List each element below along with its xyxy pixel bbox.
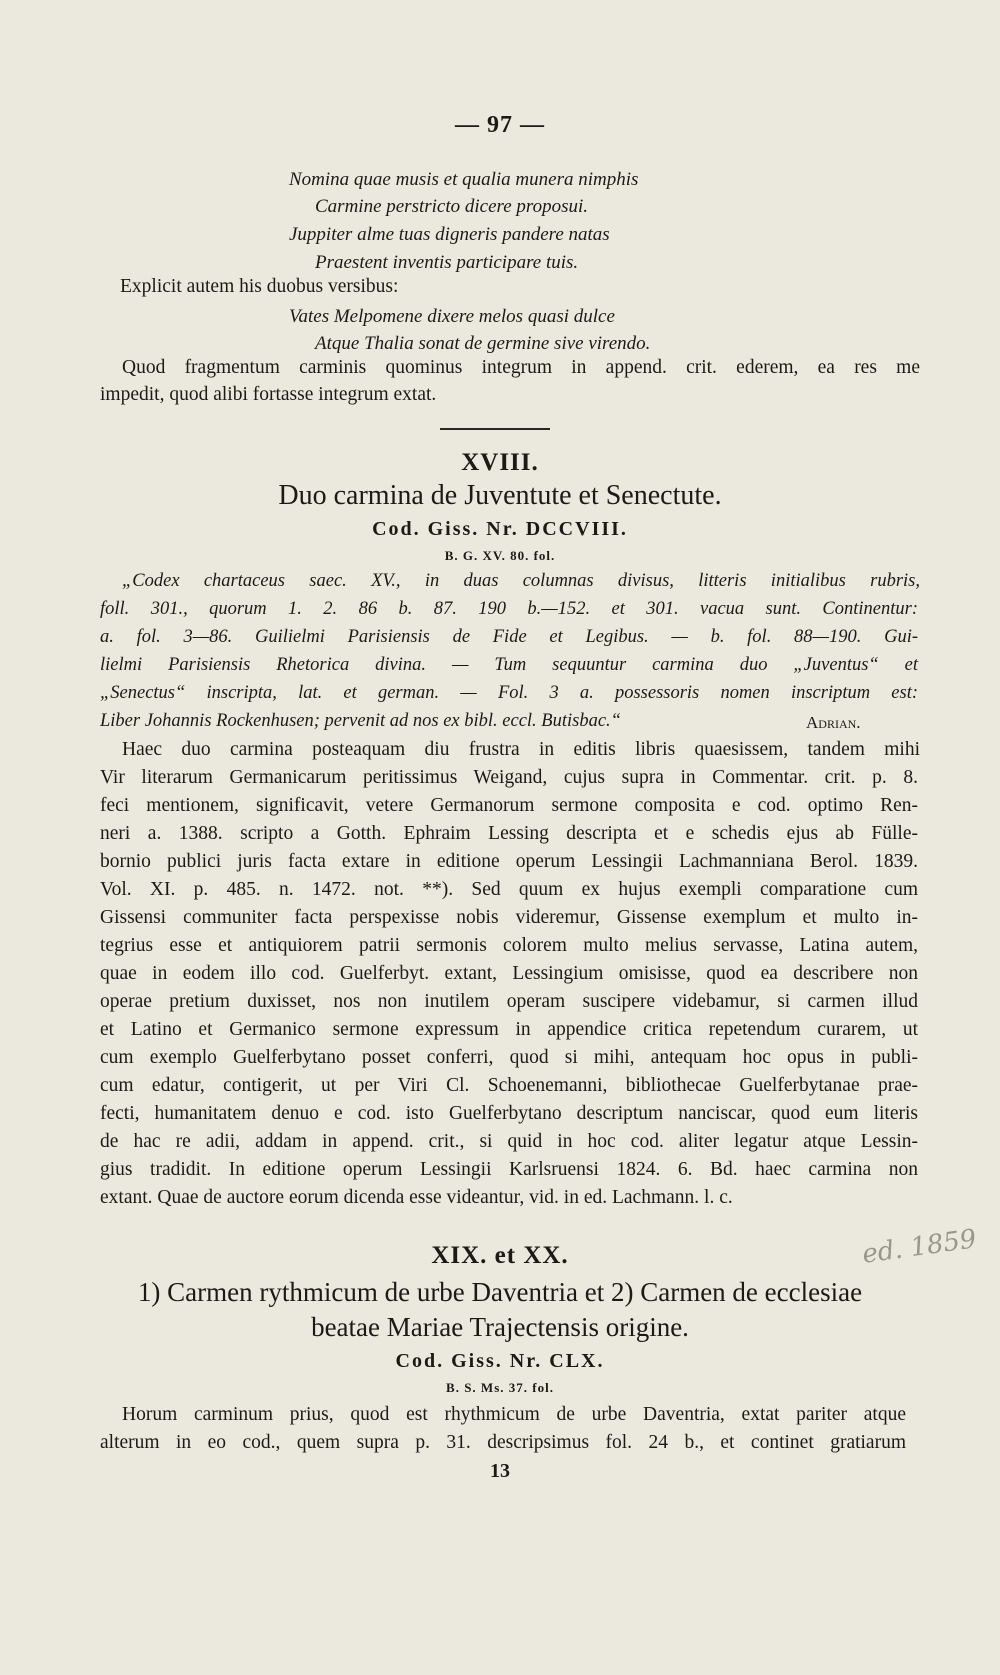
paragraph-line: Gissensi communiter facta perspexisse nobis videremur, Gissense exemplum et multo in-	[100, 907, 918, 928]
codex-description-line: Liber Johannis Rockenhusen; pervenit ad nos ex bibl. eccl. Butisbac.“	[100, 711, 621, 731]
section-numeral: XIX. et XX.	[431, 1242, 569, 1269]
paragraph-line: Vir literarum Germanicarum peritissimus Weigand, cujus supra in Commentar. crit. p. 8.	[100, 767, 918, 788]
codex-description-line: „Senectus“ inscripta, lat. et german. — Fol. 3 a. possessoris nomen inscriptum est:	[100, 683, 918, 703]
verse-line: Nomina quae musis et qualia munera nimphis	[289, 169, 639, 190]
paragraph-line: impedit, quod alibi fortasse integrum extat.	[100, 384, 437, 405]
paragraph-line: cum exemplo Guelferbytano posset conferri, quod si mihi, antequam hoc opus in publi-	[100, 1047, 918, 1068]
verse-line: Atque Thalia sonat de germine sive virendo.	[315, 333, 651, 354]
shelf-mark: B. G. XV. 80. fol.	[444, 548, 556, 563]
codex-reference: Cod. Giss. Nr. DCCVIII.	[372, 518, 628, 540]
verse-line: Vates Melpomene dixere melos quasi dulce	[289, 306, 615, 327]
signature-mark: 13	[490, 1460, 510, 1482]
paragraph-line: quae in eodem illo cod. Guelferbyt. extant, Lessingium omisisse, quod ea describere non	[100, 963, 918, 984]
paragraph-line: operae pretium duxisset, nos non inutilem operam suscipere videbamur, si carmen illud	[100, 991, 918, 1012]
codex-description-line: „Codex chartaceus saec. XV., in duas columnas divisus, litteris initialibus rubris,	[122, 571, 920, 591]
paragraph-line: extant. Quae de auctore eorum dicenda esse videantur, vid. in ed. Lachmann. l. c.	[100, 1187, 733, 1208]
codex-author: Adrian.	[806, 713, 861, 732]
paragraph-line: de hac re adii, addam in append. crit., si quid in hoc cod. aliter legatur atque Lessin-	[100, 1131, 918, 1152]
paragraph-line: cum edatur, contigerit, ut per Viri Cl. Schoenemanni, bibliothecae Guelferbytanae prae-	[100, 1075, 918, 1096]
pencil-annotation: ed. 1859	[860, 1224, 979, 1270]
verse-line: Praestent inventis participare tuis.	[315, 252, 579, 273]
codex-description-line: lielmi Parisiensis Rhetorica divina. — Tum sequuntur carmina duo „Juventus“ et	[100, 655, 918, 675]
paragraph-line: tegrius esse et antiquiorem patrii sermonis colorem multo melius servasse, Latina autem,	[100, 935, 918, 956]
paragraph-line: fecti, humanitatem denuo e cod. isto Guelferbytano descriptum nanciscar, quod eum literis	[100, 1103, 918, 1124]
codex-reference: Cod. Giss. Nr. CLX.	[395, 1350, 605, 1372]
paragraph-line: feci mentionem, significavit, vetere Germanorum sermone composita e cod. optimo Ren-	[100, 795, 918, 816]
paragraph-line: Vol. XI. p. 485. n. 1472. not. **). Sed quum ex hujus exempli comparatione cum	[100, 879, 918, 900]
paragraph-line: neri a. 1388. scripto a Gotth. Ephraim Lessing descripta et e schedis ejus ab Fülle-	[100, 823, 918, 844]
paragraph-line: Horum carminum prius, quod est rhythmicum de urbe Daventria, extat pariter atque	[122, 1404, 906, 1425]
section-title: Duo carmina de Juventute et Senectute.	[278, 480, 722, 511]
verse-line: Juppiter alme tuas digneris pandere natas	[289, 224, 610, 245]
paragraph-line: gius tradidit. In editione operum Lessingii Karlsruensi 1824. 6. Bd. haec carmina non	[100, 1159, 918, 1180]
paragraph-line: alterum in eo cod., quem supra p. 31. descripsimus fol. 24 b., et continet gratiarum	[100, 1432, 906, 1453]
explicit-line: Explicit autem his duobus versibus:	[120, 276, 399, 297]
codex-description-line: foll. 301., quorum 1. 2. 86 b. 87. 190 b.—152. et 301. vacua sunt. Continentur:	[100, 599, 918, 619]
section-divider	[440, 428, 550, 430]
page-number: — 97 —	[455, 112, 545, 138]
section-title: beatae Mariae Trajectensis origine.	[311, 1312, 689, 1342]
paragraph-line: Quod fragmentum carminis quominus integrum in append. crit. ederem, ea res me	[122, 357, 920, 378]
verse-line: Carmine perstricto dicere proposui.	[315, 196, 589, 217]
codex-description-line: a. fol. 3—86. Guilielmi Parisiensis de Fide et Legibus. — b. fol. 88—190. Gui-	[100, 627, 918, 647]
paragraph-line: et Latino et Germanico sermone expressum in appendice critica repetendum curarem, ut	[100, 1019, 918, 1040]
paragraph-line: bornio publici juris facta extare in editione operum Lessingii Lachmanniana Berol. 1839.	[100, 851, 918, 872]
paragraph-line: Haec duo carmina posteaquam diu frustra in editis libris quaesissem, tandem mihi	[122, 739, 920, 760]
section-numeral: XVIII.	[461, 449, 539, 476]
section-title: 1) Carmen rythmicum de urbe Daventria et 2) Carmen de ecclesiae	[137, 1277, 863, 1307]
shelf-mark: B. S. Ms. 37. fol.	[446, 1380, 554, 1395]
